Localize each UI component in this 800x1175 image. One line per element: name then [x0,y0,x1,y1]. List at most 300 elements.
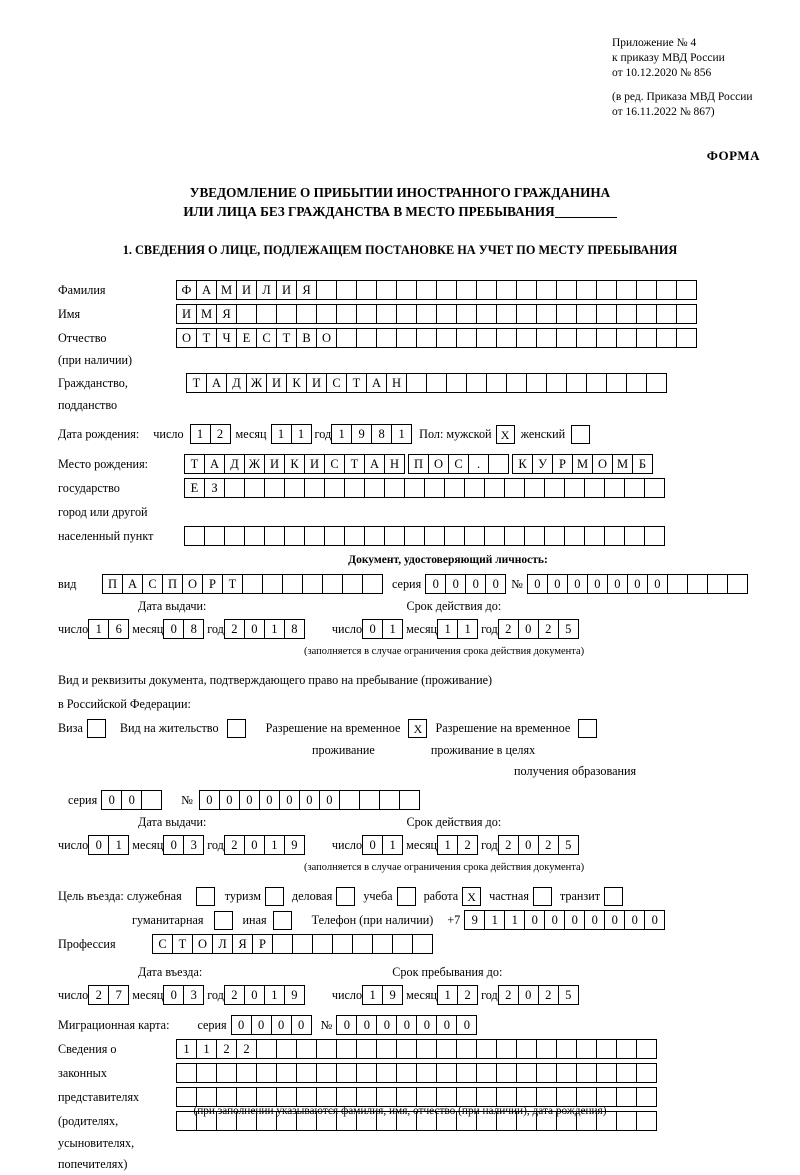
char-cell[interactable]: 1 [264,619,285,639]
char-cell[interactable] [316,304,337,324]
char-cell[interactable] [576,304,597,324]
char-cell[interactable]: 1 [457,619,478,639]
char-cell[interactable]: Л [256,280,277,300]
char-cell[interactable] [356,280,377,300]
char-cell[interactable]: Р [552,454,573,474]
char-cell[interactable]: 0 [456,1015,477,1035]
char-cell[interactable]: 0 [527,574,548,594]
char-cell[interactable] [396,1039,417,1059]
input-stay-issue-day[interactable] [88,835,128,855]
char-cell[interactable]: 1 [382,619,403,639]
char-cell[interactable] [636,280,657,300]
char-cell[interactable] [536,304,557,324]
char-cell[interactable] [556,304,577,324]
char-cell[interactable]: 9 [351,424,372,444]
char-cell[interactable] [376,1039,397,1059]
char-cell[interactable]: З [204,478,225,498]
char-cell[interactable] [262,574,283,594]
char-cell[interactable] [536,328,557,348]
char-cell[interactable] [416,328,437,348]
char-cell[interactable] [496,1063,517,1083]
checkbox-purpose-transit[interactable] [604,887,623,906]
char-cell[interactable] [216,1087,237,1107]
input-birth-state[interactable] [184,454,404,474]
char-cell[interactable] [176,1063,197,1083]
char-cell[interactable] [576,1087,597,1107]
char-cell[interactable]: Б [632,454,653,474]
char-cell[interactable]: 0 [319,790,340,810]
char-cell[interactable] [516,1087,537,1107]
char-cell[interactable]: 5 [558,835,579,855]
char-cell[interactable] [636,1087,657,1107]
char-cell[interactable] [379,790,400,810]
char-cell[interactable]: 5 [558,619,579,639]
char-cell[interactable]: 0 [436,1015,457,1035]
input-birth-city-line3[interactable] [184,526,664,546]
char-cell[interactable] [344,526,365,546]
char-cell[interactable] [304,478,325,498]
char-cell[interactable]: 9 [284,985,305,1005]
input-stay-series[interactable] [101,790,161,810]
char-cell[interactable]: 1 [391,424,412,444]
char-cell[interactable] [236,1087,257,1107]
char-cell[interactable] [336,1087,357,1107]
input-legal-rep-2[interactable] [176,1063,656,1083]
char-cell[interactable]: О [176,328,197,348]
char-cell[interactable]: К [286,373,307,393]
char-cell[interactable] [296,1039,317,1059]
char-cell[interactable] [596,280,617,300]
char-cell[interactable] [656,328,677,348]
input-birth-day[interactable] [190,424,230,444]
checkbox-temp-residence[interactable]: X [408,719,427,738]
char-cell[interactable] [342,574,363,594]
char-cell[interactable] [404,526,425,546]
char-cell[interactable] [296,1087,317,1107]
char-cell[interactable]: 0 [271,1015,292,1035]
char-cell[interactable]: 2 [224,835,245,855]
input-stay-year[interactable] [498,985,578,1005]
char-cell[interactable] [282,574,303,594]
char-cell[interactable]: 1 [437,619,458,639]
input-birth-city-part1[interactable] [408,454,508,474]
char-cell[interactable] [476,280,497,300]
char-cell[interactable]: Я [216,304,237,324]
char-cell[interactable] [416,280,437,300]
char-cell[interactable]: 1 [264,835,285,855]
char-cell[interactable] [176,1087,197,1107]
char-cell[interactable]: 0 [627,574,648,594]
char-cell[interactable]: О [592,454,613,474]
char-cell[interactable] [636,1063,657,1083]
char-cell[interactable]: 2 [224,619,245,639]
char-cell[interactable]: 0 [244,619,265,639]
char-cell[interactable] [184,526,205,546]
char-cell[interactable]: 0 [376,1015,397,1035]
char-cell[interactable]: 1 [484,910,505,930]
char-cell[interactable] [456,304,477,324]
char-cell[interactable] [339,790,360,810]
char-cell[interactable] [356,328,377,348]
char-cell[interactable] [372,934,393,954]
char-cell[interactable] [616,1087,637,1107]
char-cell[interactable] [484,526,505,546]
char-cell[interactable] [284,478,305,498]
char-cell[interactable] [636,304,657,324]
char-cell[interactable]: С [324,454,345,474]
char-cell[interactable]: 0 [518,985,539,1005]
char-cell[interactable]: Т [276,328,297,348]
char-cell[interactable]: А [206,373,227,393]
char-cell[interactable]: 0 [199,790,220,810]
char-cell[interactable] [536,1063,557,1083]
char-cell[interactable] [296,1063,317,1083]
char-cell[interactable]: К [284,454,305,474]
char-cell[interactable]: Д [224,454,245,474]
char-cell[interactable] [416,304,437,324]
char-cell[interactable]: . [468,454,489,474]
char-cell[interactable]: Т [184,454,205,474]
char-cell[interactable] [216,1063,237,1083]
checkbox-purpose-humanitarian[interactable] [214,911,233,930]
char-cell[interactable] [576,1039,597,1059]
char-cell[interactable]: А [122,574,143,594]
char-cell[interactable] [196,1087,217,1107]
char-cell[interactable]: А [204,454,225,474]
char-cell[interactable] [256,304,277,324]
char-cell[interactable] [362,574,383,594]
char-cell[interactable]: Н [384,454,405,474]
char-cell[interactable]: И [176,304,197,324]
char-cell[interactable]: 7 [108,985,129,1005]
input-doc-number[interactable] [527,574,747,594]
char-cell[interactable] [544,526,565,546]
char-cell[interactable] [302,574,323,594]
char-cell[interactable] [586,373,607,393]
char-cell[interactable]: В [296,328,317,348]
char-cell[interactable]: 2 [498,985,519,1005]
char-cell[interactable]: 1 [437,835,458,855]
char-cell[interactable]: Ж [244,454,265,474]
char-cell[interactable]: 0 [547,574,568,594]
char-cell[interactable] [616,1039,637,1059]
input-birth-city-part2[interactable] [512,454,652,474]
char-cell[interactable]: 1 [88,619,109,639]
char-cell[interactable] [596,328,617,348]
char-cell[interactable]: М [216,280,237,300]
char-cell[interactable] [256,1087,277,1107]
char-cell[interactable] [406,373,427,393]
char-cell[interactable] [424,478,445,498]
char-cell[interactable] [276,1063,297,1083]
char-cell[interactable] [604,478,625,498]
char-cell[interactable] [276,1087,297,1107]
char-cell[interactable] [356,304,377,324]
char-cell[interactable] [596,1039,617,1059]
char-cell[interactable] [456,1039,477,1059]
char-cell[interactable] [404,478,425,498]
char-cell[interactable] [436,1039,457,1059]
char-cell[interactable] [359,790,380,810]
char-cell[interactable]: 0 [291,1015,312,1035]
char-cell[interactable] [486,373,507,393]
char-cell[interactable]: П [162,574,183,594]
char-cell[interactable] [584,478,605,498]
char-cell[interactable]: Р [252,934,273,954]
char-cell[interactable] [444,478,465,498]
char-cell[interactable]: 1 [504,910,525,930]
char-cell[interactable] [376,1087,397,1107]
char-cell[interactable]: Т [344,454,365,474]
char-cell[interactable]: Ж [246,373,267,393]
char-cell[interactable]: 8 [284,619,305,639]
char-cell[interactable]: И [304,454,325,474]
char-cell[interactable]: П [102,574,123,594]
char-cell[interactable] [636,328,657,348]
input-entry-year[interactable] [224,985,304,1005]
char-cell[interactable] [576,328,597,348]
char-cell[interactable] [416,1063,437,1083]
char-cell[interactable]: М [572,454,593,474]
char-cell[interactable] [504,526,525,546]
input-stay-issue-month[interactable] [163,835,203,855]
char-cell[interactable] [476,1039,497,1059]
char-cell[interactable] [364,478,385,498]
char-cell[interactable] [256,1063,277,1083]
char-cell[interactable] [336,280,357,300]
char-cell[interactable]: 2 [216,1039,237,1059]
char-cell[interactable] [336,328,357,348]
char-cell[interactable]: 1 [271,424,292,444]
char-cell[interactable] [536,1087,557,1107]
char-cell[interactable] [624,478,645,498]
char-cell[interactable]: 0 [362,619,383,639]
char-cell[interactable]: Т [186,373,207,393]
char-cell[interactable] [284,526,305,546]
char-cell[interactable] [356,1039,377,1059]
char-cell[interactable]: 0 [567,574,588,594]
input-citizenship[interactable] [186,373,666,393]
char-cell[interactable] [436,304,457,324]
char-cell[interactable] [536,280,557,300]
char-cell[interactable] [272,934,293,954]
char-cell[interactable] [344,478,365,498]
char-cell[interactable]: 0 [163,619,184,639]
char-cell[interactable] [524,526,545,546]
char-cell[interactable] [336,1039,357,1059]
char-cell[interactable]: 2 [457,835,478,855]
input-legal-rep-1[interactable] [176,1039,656,1059]
input-patronymic[interactable] [176,328,696,348]
char-cell[interactable] [496,280,517,300]
char-cell[interactable] [396,1063,417,1083]
input-stay-valid-year[interactable] [498,835,578,855]
char-cell[interactable] [264,478,285,498]
char-cell[interactable]: 0 [564,910,585,930]
input-legal-rep-3[interactable] [176,1087,656,1107]
char-cell[interactable] [556,1087,577,1107]
char-cell[interactable]: 1 [437,985,458,1005]
char-cell[interactable] [536,1039,557,1059]
char-cell[interactable]: 9 [284,835,305,855]
char-cell[interactable] [626,373,647,393]
char-cell[interactable] [556,1063,577,1083]
char-cell[interactable]: Л [212,934,233,954]
char-cell[interactable] [576,280,597,300]
char-cell[interactable]: 0 [445,574,466,594]
char-cell[interactable]: 0 [259,790,280,810]
checkbox-edu-residence[interactable] [578,719,597,738]
input-stay-number[interactable] [199,790,419,810]
char-cell[interactable]: Т [196,328,217,348]
char-cell[interactable] [384,526,405,546]
char-cell[interactable]: И [236,280,257,300]
char-cell[interactable]: 0 [231,1015,252,1035]
char-cell[interactable] [304,526,325,546]
char-cell[interactable] [596,1063,617,1083]
input-doc-valid-day[interactable] [362,619,402,639]
char-cell[interactable]: Н [386,373,407,393]
char-cell[interactable]: Ч [216,328,237,348]
char-cell[interactable] [466,373,487,393]
char-cell[interactable] [396,304,417,324]
checkbox-purpose-service[interactable] [196,887,215,906]
char-cell[interactable]: О [316,328,337,348]
char-cell[interactable] [264,526,285,546]
char-cell[interactable]: 5 [558,985,579,1005]
char-cell[interactable] [656,304,677,324]
char-cell[interactable] [456,328,477,348]
char-cell[interactable] [636,1039,657,1059]
char-cell[interactable]: 2 [224,985,245,1005]
char-cell[interactable]: 0 [244,985,265,1005]
char-cell[interactable] [476,304,497,324]
char-cell[interactable]: Я [232,934,253,954]
char-cell[interactable] [476,328,497,348]
char-cell[interactable] [396,280,417,300]
input-doc-kind[interactable] [102,574,382,594]
char-cell[interactable]: С [256,328,277,348]
char-cell[interactable]: С [326,373,347,393]
input-birth-city-line2[interactable] [184,478,664,498]
char-cell[interactable] [496,328,517,348]
char-cell[interactable] [476,1063,497,1083]
char-cell[interactable]: 0 [396,1015,417,1035]
char-cell[interactable] [356,1063,377,1083]
char-cell[interactable] [256,1039,277,1059]
char-cell[interactable]: 0 [163,985,184,1005]
char-cell[interactable]: С [142,574,163,594]
char-cell[interactable] [356,1087,377,1107]
char-cell[interactable] [516,304,537,324]
char-cell[interactable]: А [196,280,217,300]
char-cell[interactable] [556,328,577,348]
char-cell[interactable]: Р [202,574,223,594]
input-entry-month[interactable] [163,985,203,1005]
char-cell[interactable]: 1 [331,424,352,444]
char-cell[interactable]: 0 [336,1015,357,1035]
char-cell[interactable]: 0 [163,835,184,855]
char-cell[interactable] [242,574,263,594]
char-cell[interactable] [484,478,505,498]
char-cell[interactable] [566,373,587,393]
input-name[interactable] [176,304,696,324]
char-cell[interactable] [196,1063,217,1083]
char-cell[interactable] [488,454,509,474]
char-cell[interactable] [676,304,697,324]
char-cell[interactable] [707,574,728,594]
char-cell[interactable] [276,304,297,324]
char-cell[interactable] [384,478,405,498]
char-cell[interactable]: С [448,454,469,474]
char-cell[interactable] [224,478,245,498]
char-cell[interactable] [616,304,637,324]
char-cell[interactable]: 1 [382,835,403,855]
input-profession[interactable] [152,934,432,954]
char-cell[interactable] [396,1087,417,1107]
char-cell[interactable]: 0 [647,574,668,594]
char-cell[interactable]: И [276,280,297,300]
char-cell[interactable]: 0 [356,1015,377,1035]
char-cell[interactable]: 1 [176,1039,197,1059]
char-cell[interactable] [526,373,547,393]
char-cell[interactable]: О [182,574,203,594]
char-cell[interactable] [544,478,565,498]
char-cell[interactable]: 0 [518,835,539,855]
char-cell[interactable]: 0 [604,910,625,930]
char-cell[interactable] [244,478,265,498]
char-cell[interactable]: Я [296,280,317,300]
char-cell[interactable] [616,1063,637,1083]
char-cell[interactable] [667,574,688,594]
checkbox-purpose-tourism[interactable] [265,887,284,906]
char-cell[interactable] [376,328,397,348]
input-doc-valid-year[interactable] [498,619,578,639]
char-cell[interactable] [292,934,313,954]
char-cell[interactable]: А [364,454,385,474]
char-cell[interactable] [504,478,525,498]
char-cell[interactable] [644,526,665,546]
char-cell[interactable]: 1 [108,835,129,855]
char-cell[interactable] [436,328,457,348]
char-cell[interactable]: О [428,454,449,474]
char-cell[interactable] [376,304,397,324]
char-cell[interactable]: 0 [279,790,300,810]
char-cell[interactable] [656,280,677,300]
char-cell[interactable]: 0 [244,835,265,855]
char-cell[interactable] [324,478,345,498]
char-cell[interactable] [616,328,637,348]
char-cell[interactable] [616,280,637,300]
char-cell[interactable] [644,478,665,498]
char-cell[interactable]: К [512,454,533,474]
checkbox-purpose-private[interactable] [533,887,552,906]
char-cell[interactable] [676,328,697,348]
char-cell[interactable] [456,280,477,300]
char-cell[interactable] [464,478,485,498]
char-cell[interactable]: 0 [425,574,446,594]
char-cell[interactable] [364,526,385,546]
char-cell[interactable] [376,280,397,300]
input-stay-valid-day[interactable] [362,835,402,855]
input-stay-month[interactable] [437,985,477,1005]
char-cell[interactable]: 0 [485,574,506,594]
char-cell[interactable] [687,574,708,594]
char-cell[interactable]: У [532,454,553,474]
input-phone[interactable] [464,910,664,930]
char-cell[interactable] [556,280,577,300]
input-birth-year[interactable] [331,424,411,444]
